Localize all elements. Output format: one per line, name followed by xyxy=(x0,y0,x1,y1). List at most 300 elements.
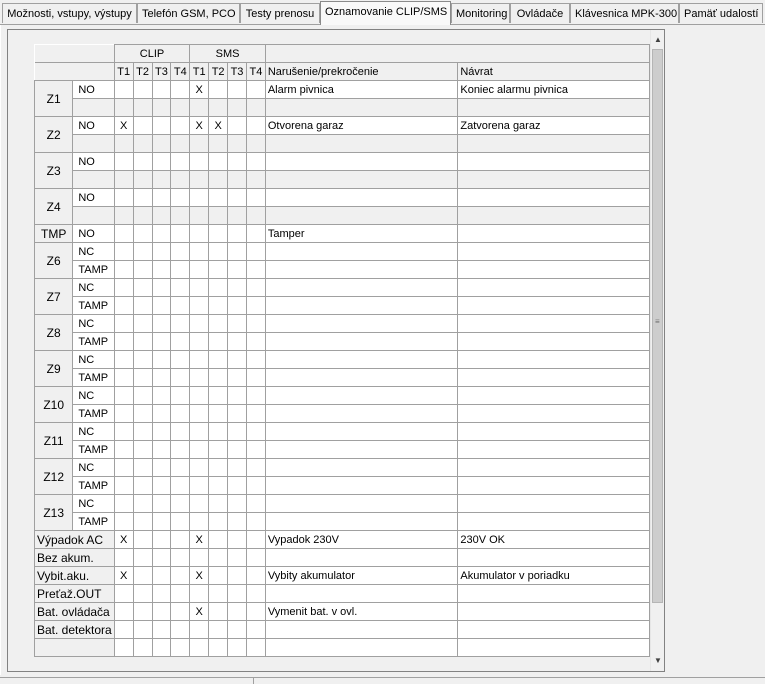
clip-t1-cell[interactable] xyxy=(114,153,133,171)
zone-mode[interactable]: TAMP xyxy=(73,405,114,423)
sms-t4-cell[interactable] xyxy=(246,333,265,351)
sms-t4-cell[interactable] xyxy=(246,405,265,423)
zone-mode[interactable]: TAMP xyxy=(73,297,114,315)
violation-text[interactable] xyxy=(265,99,458,117)
clip-t2-cell[interactable] xyxy=(133,243,152,261)
clip-t2-cell[interactable] xyxy=(133,135,152,153)
clip-t3-cell[interactable] xyxy=(152,369,171,387)
sms-t1-cell[interactable]: X xyxy=(190,81,209,99)
violation-text[interactable] xyxy=(265,621,458,639)
clip-t2-cell[interactable] xyxy=(133,531,152,549)
return-text[interactable] xyxy=(458,585,650,603)
zone-mode[interactable]: TAMP xyxy=(73,369,114,387)
return-text[interactable] xyxy=(458,189,650,207)
sms-t4-cell[interactable] xyxy=(246,171,265,189)
clip-t4-cell[interactable] xyxy=(171,261,190,279)
clip-t4-cell[interactable] xyxy=(171,513,190,531)
clip-t2-cell[interactable] xyxy=(133,189,152,207)
clip-t3-cell[interactable] xyxy=(152,351,171,369)
clip-t4-cell[interactable] xyxy=(171,135,190,153)
clip-t2-cell[interactable] xyxy=(133,153,152,171)
zone-mode[interactable] xyxy=(73,99,114,117)
violation-text[interactable] xyxy=(265,243,458,261)
clip-t3-cell[interactable] xyxy=(152,477,171,495)
sms-t4-cell[interactable] xyxy=(246,351,265,369)
return-text[interactable] xyxy=(458,423,650,441)
clip-t3-cell[interactable] xyxy=(152,603,171,621)
sms-t3-cell[interactable] xyxy=(228,171,247,189)
clip-t3-cell[interactable] xyxy=(152,171,171,189)
clip-t1-cell[interactable] xyxy=(114,423,133,441)
sms-t4-cell[interactable] xyxy=(246,369,265,387)
sms-t2-cell[interactable] xyxy=(209,405,228,423)
return-text[interactable] xyxy=(458,153,650,171)
sms-t1-cell[interactable] xyxy=(190,405,209,423)
sms-t1-cell[interactable]: X xyxy=(190,531,209,549)
sms-t3-cell[interactable] xyxy=(228,297,247,315)
return-text[interactable] xyxy=(458,99,650,117)
sms-t4-cell[interactable] xyxy=(246,477,265,495)
zone-mode[interactable]: NO xyxy=(73,117,114,135)
clip-t1-cell[interactable]: X xyxy=(114,531,133,549)
clip-t2-cell[interactable] xyxy=(133,351,152,369)
clip-t1-cell[interactable] xyxy=(114,495,133,513)
sms-t2-cell[interactable] xyxy=(209,207,228,225)
sms-t3-cell[interactable] xyxy=(228,567,247,585)
sms-t2-cell[interactable] xyxy=(209,621,228,639)
scrollbar-thumb[interactable] xyxy=(652,49,663,603)
clip-t2-cell[interactable] xyxy=(133,297,152,315)
zone-mode[interactable]: TAMP xyxy=(73,477,114,495)
clip-t1-cell[interactable] xyxy=(114,135,133,153)
sms-t1-cell[interactable]: X xyxy=(190,567,209,585)
clip-t4-cell[interactable] xyxy=(171,477,190,495)
clip-t2-cell[interactable] xyxy=(133,495,152,513)
clip-t4-cell[interactable] xyxy=(171,549,190,567)
clip-t1-cell[interactable] xyxy=(114,315,133,333)
sms-t1-cell[interactable] xyxy=(190,621,209,639)
violation-text[interactable] xyxy=(265,207,458,225)
clip-t2-cell[interactable] xyxy=(133,603,152,621)
sms-t1-cell[interactable] xyxy=(190,387,209,405)
clip-t4-cell[interactable] xyxy=(171,405,190,423)
clip-t2-cell[interactable] xyxy=(133,567,152,585)
sms-t3-cell[interactable] xyxy=(228,459,247,477)
sms-t4-cell[interactable] xyxy=(246,315,265,333)
sms-t2-cell[interactable] xyxy=(209,81,228,99)
violation-text[interactable] xyxy=(265,279,458,297)
sms-t4-cell[interactable] xyxy=(246,99,265,117)
clip-t1-cell[interactable] xyxy=(114,459,133,477)
return-text[interactable] xyxy=(458,387,650,405)
sms-t2-cell[interactable] xyxy=(209,459,228,477)
sms-t1-cell[interactable] xyxy=(190,225,209,243)
return-text[interactable] xyxy=(458,441,650,459)
sms-t4-cell[interactable] xyxy=(246,189,265,207)
sms-t2-cell[interactable] xyxy=(209,423,228,441)
sms-t3-cell[interactable] xyxy=(228,261,247,279)
sms-t1-cell[interactable] xyxy=(190,279,209,297)
clip-t4-cell[interactable] xyxy=(171,225,190,243)
sms-t3-cell[interactable] xyxy=(228,315,247,333)
return-text[interactable] xyxy=(458,513,650,531)
violation-text[interactable] xyxy=(265,297,458,315)
clip-t4-cell[interactable] xyxy=(171,351,190,369)
sms-t2-cell[interactable] xyxy=(209,387,228,405)
sms-t1-cell[interactable] xyxy=(190,477,209,495)
sms-t2-cell[interactable] xyxy=(209,135,228,153)
zone-mode[interactable]: NC xyxy=(73,279,114,297)
clip-t2-cell[interactable] xyxy=(133,99,152,117)
sms-t4-cell[interactable] xyxy=(246,387,265,405)
sms-t1-cell[interactable] xyxy=(190,171,209,189)
sms-t2-cell[interactable] xyxy=(209,333,228,351)
sms-t2-cell[interactable] xyxy=(209,441,228,459)
violation-text[interactable] xyxy=(265,549,458,567)
return-text[interactable] xyxy=(458,459,650,477)
clip-t1-cell[interactable] xyxy=(114,603,133,621)
zone-mode[interactable]: NC xyxy=(73,243,114,261)
clip-t3-cell[interactable] xyxy=(152,531,171,549)
clip-t3-cell[interactable] xyxy=(152,153,171,171)
sms-t4-cell[interactable] xyxy=(246,531,265,549)
clip-t2-cell[interactable] xyxy=(133,423,152,441)
sms-t1-cell[interactable] xyxy=(190,585,209,603)
clip-t4-cell[interactable] xyxy=(171,81,190,99)
clip-t2-cell[interactable] xyxy=(133,369,152,387)
clip-t1-cell[interactable] xyxy=(114,207,133,225)
return-text[interactable] xyxy=(458,207,650,225)
clip-t1-cell[interactable] xyxy=(114,549,133,567)
sms-t3-cell[interactable] xyxy=(228,603,247,621)
sms-t2-cell[interactable] xyxy=(209,477,228,495)
sms-t2-cell[interactable] xyxy=(209,603,228,621)
clip-t3-cell[interactable] xyxy=(152,495,171,513)
sms-t3-cell[interactable] xyxy=(228,387,247,405)
sms-t1-cell[interactable]: X xyxy=(190,117,209,135)
clip-t2-cell[interactable] xyxy=(133,621,152,639)
sms-t1-cell[interactable] xyxy=(190,369,209,387)
sms-t1-cell[interactable] xyxy=(190,423,209,441)
zone-mode[interactable]: TAMP xyxy=(73,333,114,351)
clip-t2-cell[interactable] xyxy=(133,477,152,495)
clip-t4-cell[interactable] xyxy=(171,387,190,405)
clip-t3-cell[interactable] xyxy=(152,441,171,459)
sms-t3-cell[interactable] xyxy=(228,585,247,603)
clip-t2-cell[interactable] xyxy=(133,333,152,351)
clip-t2-cell[interactable] xyxy=(133,441,152,459)
violation-text[interactable] xyxy=(265,387,458,405)
clip-t4-cell[interactable] xyxy=(171,441,190,459)
violation-text[interactable] xyxy=(265,513,458,531)
sms-t1-cell[interactable] xyxy=(190,549,209,567)
clip-t2-cell[interactable] xyxy=(133,387,152,405)
return-text[interactable]: Koniec alarmu pivnica xyxy=(458,81,650,99)
sms-t4-cell[interactable] xyxy=(246,459,265,477)
zone-mode[interactable]: NC xyxy=(73,387,114,405)
clip-t4-cell[interactable] xyxy=(171,297,190,315)
violation-text[interactable] xyxy=(265,369,458,387)
sms-t4-cell[interactable] xyxy=(246,117,265,135)
return-text[interactable] xyxy=(458,351,650,369)
sms-t2-cell[interactable] xyxy=(209,189,228,207)
tab-options-inputs-outputs[interactable]: Možnosti, vstupy, výstupy xyxy=(2,3,137,23)
sms-t1-cell[interactable] xyxy=(190,333,209,351)
violation-text[interactable]: Vymenit bat. v ovl. xyxy=(265,603,458,621)
violation-text[interactable] xyxy=(265,189,458,207)
clip-t3-cell[interactable] xyxy=(152,423,171,441)
sms-t3-cell[interactable] xyxy=(228,189,247,207)
violation-text[interactable] xyxy=(265,441,458,459)
return-text[interactable] xyxy=(458,477,650,495)
zone-mode[interactable]: NC xyxy=(73,351,114,369)
return-text[interactable] xyxy=(458,495,650,513)
clip-t4-cell[interactable] xyxy=(171,495,190,513)
sms-t4-cell[interactable] xyxy=(246,585,265,603)
tab-clip-sms[interactable]: Oznamovanie CLIP/SMS xyxy=(320,1,451,25)
sms-t2-cell[interactable] xyxy=(209,351,228,369)
sms-t2-cell[interactable] xyxy=(209,549,228,567)
zone-mode[interactable]: NC xyxy=(73,459,114,477)
clip-t4-cell[interactable] xyxy=(171,99,190,117)
clip-t1-cell[interactable]: X xyxy=(114,117,133,135)
return-text[interactable] xyxy=(458,171,650,189)
zone-mode[interactable]: NO xyxy=(73,225,114,243)
tab-keypad-mpk300[interactable]: Klávesnica MPK-300 xyxy=(570,3,679,23)
return-text[interactable] xyxy=(458,369,650,387)
sms-t2-cell[interactable] xyxy=(209,369,228,387)
clip-t1-cell[interactable] xyxy=(114,405,133,423)
sms-t4-cell[interactable] xyxy=(246,225,265,243)
return-text[interactable] xyxy=(458,603,650,621)
zone-mode[interactable]: NC xyxy=(73,495,114,513)
sms-t1-cell[interactable] xyxy=(190,207,209,225)
violation-text[interactable]: Vybity akumulator xyxy=(265,567,458,585)
clip-t1-cell[interactable] xyxy=(114,477,133,495)
clip-t2-cell[interactable] xyxy=(133,171,152,189)
clip-t4-cell[interactable] xyxy=(171,279,190,297)
sms-t1-cell[interactable] xyxy=(190,315,209,333)
clip-t2-cell[interactable] xyxy=(133,207,152,225)
sms-t4-cell[interactable] xyxy=(246,495,265,513)
violation-text[interactable] xyxy=(265,315,458,333)
sms-t3-cell[interactable] xyxy=(228,333,247,351)
clip-t2-cell[interactable] xyxy=(133,405,152,423)
clip-t3-cell[interactable] xyxy=(152,567,171,585)
clip-t2-cell[interactable] xyxy=(133,315,152,333)
return-text[interactable] xyxy=(458,333,650,351)
violation-text[interactable]: Otvorena garaz xyxy=(265,117,458,135)
sms-t4-cell[interactable] xyxy=(246,261,265,279)
sms-t3-cell[interactable] xyxy=(228,513,247,531)
clip-t4-cell[interactable] xyxy=(171,585,190,603)
sms-t4-cell[interactable] xyxy=(246,297,265,315)
zone-mode[interactable]: NO xyxy=(73,189,114,207)
sms-t3-cell[interactable] xyxy=(228,225,247,243)
violation-text[interactable] xyxy=(265,261,458,279)
sms-t3-cell[interactable] xyxy=(228,279,247,297)
clip-t4-cell[interactable] xyxy=(171,567,190,585)
sms-t3-cell[interactable] xyxy=(228,441,247,459)
zone-mode[interactable]: NC xyxy=(73,423,114,441)
clip-t4-cell[interactable] xyxy=(171,531,190,549)
tab-monitoring[interactable]: Monitoring xyxy=(451,3,510,23)
sms-t4-cell[interactable] xyxy=(246,81,265,99)
clip-t1-cell[interactable] xyxy=(114,513,133,531)
sms-t4-cell[interactable] xyxy=(246,279,265,297)
clip-t3-cell[interactable] xyxy=(152,387,171,405)
clip-t3-cell[interactable] xyxy=(152,297,171,315)
violation-text[interactable] xyxy=(265,333,458,351)
clip-t2-cell[interactable] xyxy=(133,261,152,279)
clip-t3-cell[interactable] xyxy=(152,99,171,117)
clip-t4-cell[interactable] xyxy=(171,207,190,225)
violation-text[interactable] xyxy=(265,171,458,189)
clip-t3-cell[interactable] xyxy=(152,513,171,531)
tab-remotes[interactable]: Ovládače xyxy=(510,3,570,23)
sms-t4-cell[interactable] xyxy=(246,153,265,171)
violation-text[interactable] xyxy=(265,495,458,513)
sms-t1-cell[interactable] xyxy=(190,243,209,261)
clip-t1-cell[interactable] xyxy=(114,333,133,351)
zone-mode[interactable]: NO xyxy=(73,153,114,171)
sms-t4-cell[interactable] xyxy=(246,549,265,567)
sms-t2-cell[interactable] xyxy=(209,99,228,117)
sms-t2-cell[interactable] xyxy=(209,495,228,513)
sms-t2-cell[interactable]: X xyxy=(209,117,228,135)
return-text[interactable] xyxy=(458,549,650,567)
sms-t1-cell[interactable] xyxy=(190,135,209,153)
zone-mode[interactable]: TAMP xyxy=(73,261,114,279)
sms-t2-cell[interactable] xyxy=(209,567,228,585)
sms-t2-cell[interactable] xyxy=(209,243,228,261)
clip-t3-cell[interactable] xyxy=(152,207,171,225)
return-text[interactable] xyxy=(458,243,650,261)
clip-t3-cell[interactable] xyxy=(152,189,171,207)
clip-t3-cell[interactable] xyxy=(152,225,171,243)
clip-t2-cell[interactable] xyxy=(133,513,152,531)
clip-t1-cell[interactable] xyxy=(114,297,133,315)
clip-t1-cell[interactable] xyxy=(114,81,133,99)
violation-text[interactable] xyxy=(265,153,458,171)
clip-t1-cell[interactable]: X xyxy=(114,567,133,585)
clip-t4-cell[interactable] xyxy=(171,315,190,333)
violation-text[interactable]: Tamper xyxy=(265,225,458,243)
sms-t2-cell[interactable] xyxy=(209,297,228,315)
clip-t4-cell[interactable] xyxy=(171,333,190,351)
sms-t1-cell[interactable]: X xyxy=(190,603,209,621)
clip-t1-cell[interactable] xyxy=(114,99,133,117)
zone-mode[interactable] xyxy=(73,207,114,225)
sms-t3-cell[interactable] xyxy=(228,369,247,387)
violation-text[interactable] xyxy=(265,477,458,495)
sms-t3-cell[interactable] xyxy=(228,153,247,171)
clip-t3-cell[interactable] xyxy=(152,585,171,603)
sms-t1-cell[interactable] xyxy=(190,441,209,459)
clip-t3-cell[interactable] xyxy=(152,315,171,333)
sms-t3-cell[interactable] xyxy=(228,81,247,99)
sms-t3-cell[interactable] xyxy=(228,135,247,153)
sms-t2-cell[interactable] xyxy=(209,513,228,531)
violation-text[interactable] xyxy=(265,585,458,603)
clip-t4-cell[interactable] xyxy=(171,117,190,135)
sms-t1-cell[interactable] xyxy=(190,459,209,477)
sms-t4-cell[interactable] xyxy=(246,135,265,153)
clip-t2-cell[interactable] xyxy=(133,81,152,99)
clip-t2-cell[interactable] xyxy=(133,585,152,603)
sms-t3-cell[interactable] xyxy=(228,423,247,441)
sms-t4-cell[interactable] xyxy=(246,621,265,639)
clip-t1-cell[interactable] xyxy=(114,243,133,261)
sms-t2-cell[interactable] xyxy=(209,585,228,603)
sms-t4-cell[interactable] xyxy=(246,441,265,459)
clip-t4-cell[interactable] xyxy=(171,621,190,639)
sms-t1-cell[interactable] xyxy=(190,153,209,171)
zone-mode[interactable] xyxy=(73,135,114,153)
return-text[interactable] xyxy=(458,225,650,243)
violation-text[interactable] xyxy=(265,135,458,153)
zone-mode[interactable]: NO xyxy=(73,81,114,99)
sms-t1-cell[interactable] xyxy=(190,99,209,117)
sms-t3-cell[interactable] xyxy=(228,99,247,117)
violation-text[interactable] xyxy=(265,405,458,423)
violation-text[interactable] xyxy=(265,351,458,369)
return-text[interactable] xyxy=(458,621,650,639)
clip-t4-cell[interactable] xyxy=(171,423,190,441)
clip-t2-cell[interactable] xyxy=(133,117,152,135)
clip-t1-cell[interactable] xyxy=(114,261,133,279)
clip-t4-cell[interactable] xyxy=(171,189,190,207)
clip-t4-cell[interactable] xyxy=(171,369,190,387)
clip-t1-cell[interactable] xyxy=(114,189,133,207)
clip-t3-cell[interactable] xyxy=(152,117,171,135)
clip-t2-cell[interactable] xyxy=(133,459,152,477)
return-text[interactable]: Zatvorena garaz xyxy=(458,117,650,135)
sms-t3-cell[interactable] xyxy=(228,531,247,549)
clip-t2-cell[interactable] xyxy=(133,549,152,567)
sms-t2-cell[interactable] xyxy=(209,279,228,297)
scroll-down-icon[interactable]: ▼ xyxy=(654,656,662,665)
tab-transmission-tests[interactable]: Testy prenosu xyxy=(240,3,320,23)
sms-t4-cell[interactable] xyxy=(246,207,265,225)
tab-gsm-pco[interactable]: Telefón GSM, PCO xyxy=(137,3,240,23)
sms-t3-cell[interactable] xyxy=(228,495,247,513)
sms-t3-cell[interactable] xyxy=(228,549,247,567)
sms-t3-cell[interactable] xyxy=(228,351,247,369)
zone-mode[interactable]: TAMP xyxy=(73,441,114,459)
clip-t3-cell[interactable] xyxy=(152,243,171,261)
sms-t4-cell[interactable] xyxy=(246,567,265,585)
sms-t1-cell[interactable] xyxy=(190,513,209,531)
clip-t3-cell[interactable] xyxy=(152,333,171,351)
return-text[interactable] xyxy=(458,315,650,333)
sms-t2-cell[interactable] xyxy=(209,225,228,243)
clip-t3-cell[interactable] xyxy=(152,261,171,279)
clip-t3-cell[interactable] xyxy=(152,279,171,297)
clip-t4-cell[interactable] xyxy=(171,459,190,477)
sms-t3-cell[interactable] xyxy=(228,207,247,225)
sms-t2-cell[interactable] xyxy=(209,153,228,171)
clip-t1-cell[interactable] xyxy=(114,621,133,639)
clip-t1-cell[interactable] xyxy=(114,171,133,189)
sms-t1-cell[interactable] xyxy=(190,189,209,207)
sms-t3-cell[interactable] xyxy=(228,117,247,135)
violation-text[interactable]: Alarm pivnica xyxy=(265,81,458,99)
sms-t3-cell[interactable] xyxy=(228,621,247,639)
zone-mode[interactable] xyxy=(73,171,114,189)
clip-t4-cell[interactable] xyxy=(171,171,190,189)
sms-t1-cell[interactable] xyxy=(190,261,209,279)
